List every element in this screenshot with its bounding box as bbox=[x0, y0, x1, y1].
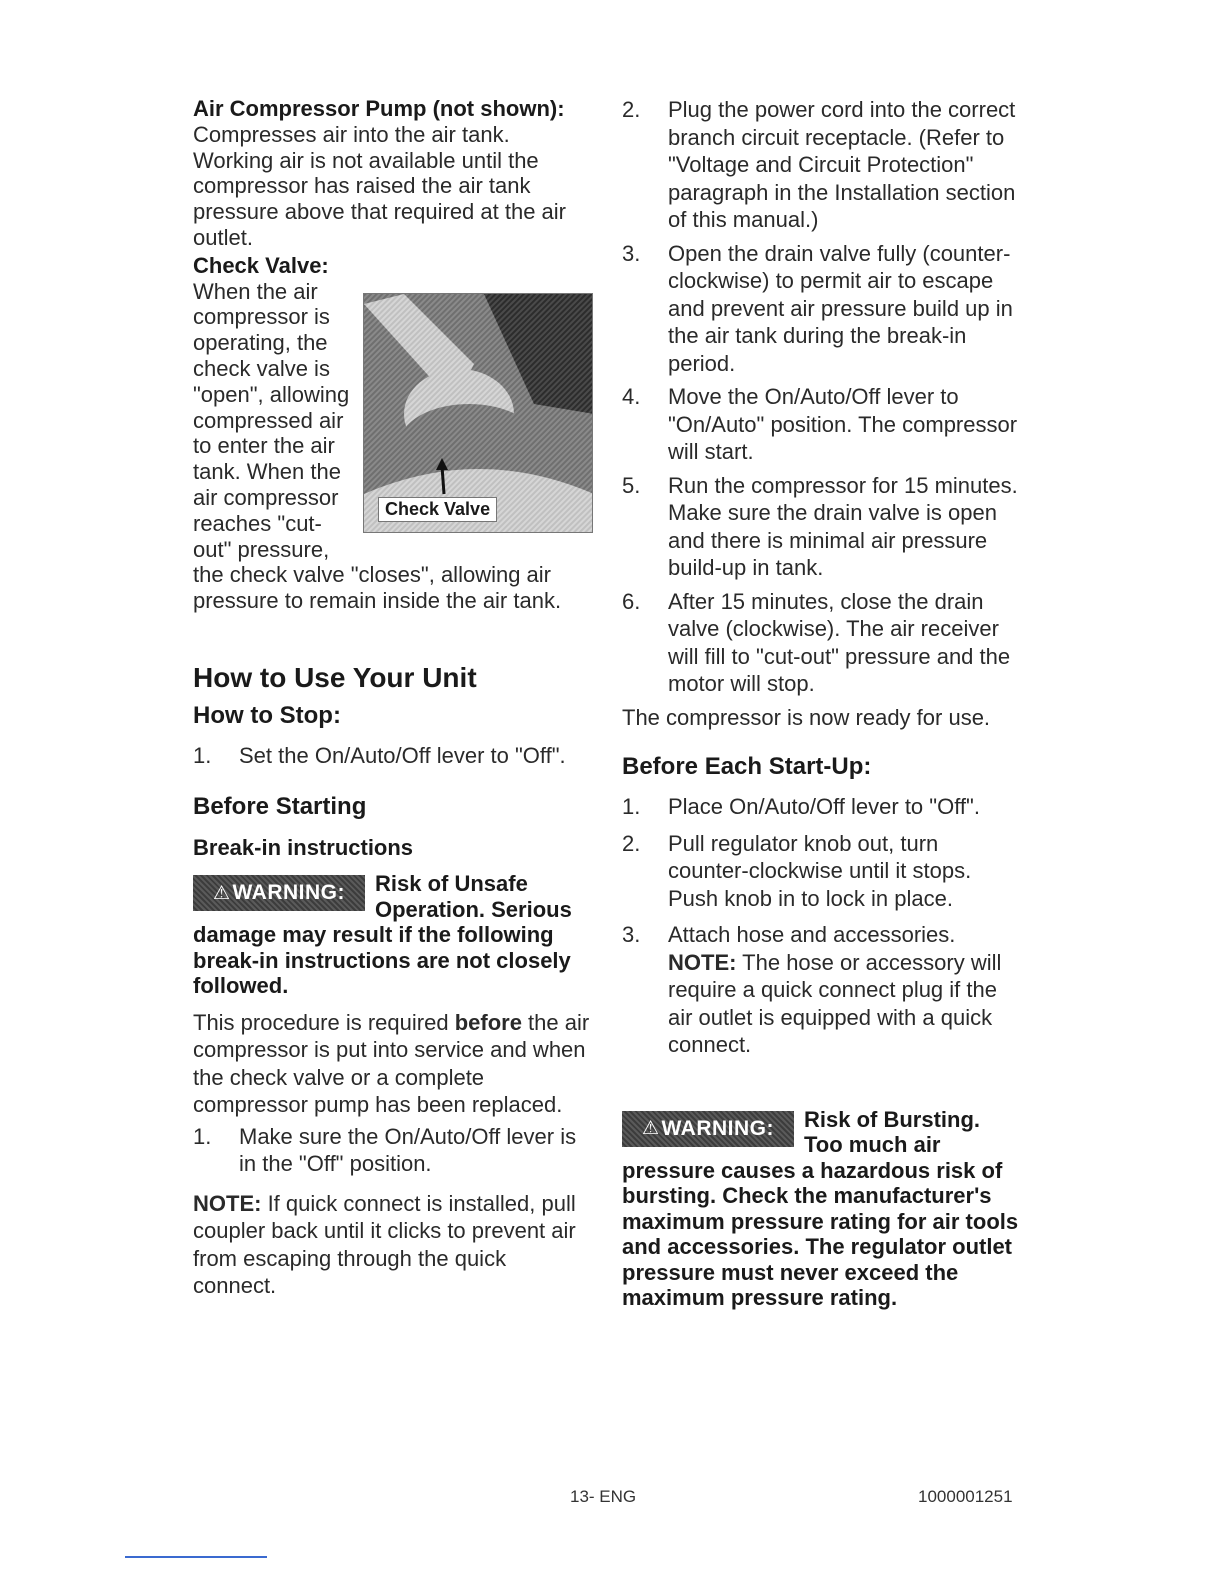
list-item bbox=[193, 742, 593, 770]
pump-description: Compresses air into the air tank. Working air is not available until the compressor has raised the air tank pressure above that required at the air outlet. bbox=[193, 121, 567, 250]
list-number: 6. bbox=[622, 588, 641, 614]
list-item bbox=[622, 240, 1022, 378]
list-item bbox=[622, 383, 1022, 466]
list-number: 1. bbox=[193, 1123, 212, 1149]
list-number: 3. bbox=[622, 922, 641, 947]
list-number: 2. bbox=[622, 97, 641, 122]
list-number: 1. bbox=[622, 794, 641, 819]
check-valve-figure bbox=[363, 293, 593, 533]
section-title: How to Use Your Unit bbox=[193, 661, 477, 693]
list-text: Open the drain valve fully (counter-clockwise) to permit air to escape and prevent air pressure build up in the air tank during the break-in period. bbox=[668, 240, 1013, 376]
list-item bbox=[193, 1123, 593, 1178]
document-number: 1000001251 bbox=[918, 1487, 1013, 1506]
list-item bbox=[622, 96, 1022, 234]
list-text: Plug the power cord into the correct branch circuit receptacle. (Refer to "Voltage and Circuit Protection" paragraph in the Installation section of this manual.) bbox=[668, 97, 1016, 232]
list-item bbox=[622, 921, 1022, 1059]
list-text: After 15 minutes, close the drain valve (clockwise). The air receiver will fill to "cut-out" pressure and the motor will stop. bbox=[668, 588, 1011, 696]
list-item bbox=[622, 588, 1022, 698]
how-to-stop-title: How to Stop: bbox=[193, 701, 341, 729]
check-valve-description: When the air compressor is operating, the check valve is "open", allowing compressed air to enter the air tank. When the air compressor reaches "cut-out" pressure, the check valve "closes", allowing air pressure to remain inside the air tank. bbox=[193, 278, 562, 614]
list-item bbox=[622, 472, 1022, 582]
break-in-title: Break-in instructions bbox=[193, 835, 414, 861]
list-number: 1. bbox=[193, 742, 212, 768]
warning-badge: ⚠ WARNING: bbox=[193, 875, 365, 911]
list-text: Attach hose and accessories. NOTE: The hose or accessory will require a quick connect plug if the air outlet is equipped with a quick connect. bbox=[668, 922, 1002, 1057]
warning-text: Risk of Bursting. Too much air pressure causes a hazardous risk of bursting. Check the manufacturer's maximum pressure rating for air tools and accessories. The regulator outlet pressure must never exceed the maximum pressure rating. bbox=[622, 1106, 1019, 1310]
bursting-warning bbox=[622, 1107, 1022, 1311]
before-starting-title: Before Starting bbox=[193, 793, 367, 821]
check-valve-block bbox=[193, 279, 593, 614]
procedure-list bbox=[193, 1123, 593, 1178]
break-in-list bbox=[622, 96, 1022, 698]
check-valve-label: Check Valve bbox=[378, 497, 497, 522]
list-text: Place On/Auto/Off lever to "Off". bbox=[668, 794, 980, 819]
bottom-rule bbox=[125, 1556, 267, 1558]
warning-badge: ⚠ WARNING: bbox=[622, 1111, 794, 1147]
list-number: 4. bbox=[622, 384, 641, 409]
list-text: Run the compressor for 15 minutes. Make sure the drain valve is open and there is minimal air pressure build-up in tank. bbox=[668, 472, 1018, 580]
page-number: 13- ENG bbox=[570, 1487, 637, 1506]
procedure-text: This procedure is required before the air compressor is put into service and when the check valve or a complete compressor pump has been replaced. bbox=[193, 1009, 590, 1118]
list-item bbox=[622, 830, 1022, 913]
break-in-note: NOTE: If quick connect is installed, pull coupler back until it clicks to prevent air from escaping through the quick connect. bbox=[193, 1190, 576, 1299]
list-text: Move the On/Auto/Off lever to "On/Auto" position. The compressor will start. bbox=[668, 384, 1018, 464]
unsafe-operation-warning bbox=[193, 871, 593, 999]
list-text: Set the On/Auto/Off lever to "Off". bbox=[239, 742, 566, 768]
ready-text: The compressor is now ready for use. bbox=[622, 704, 991, 730]
before-each-startup-title: Before Each Start-Up: bbox=[622, 753, 872, 780]
warning-triangle-icon: ⚠ bbox=[212, 882, 231, 904]
pump-title: Air Compressor Pump (not shown): bbox=[193, 96, 565, 121]
list-number: 3. bbox=[622, 240, 641, 266]
stop-list bbox=[193, 742, 593, 770]
list-number: 2. bbox=[622, 830, 641, 856]
list-number: 5. bbox=[622, 472, 641, 498]
startup-list bbox=[622, 793, 1022, 1059]
check-valve-title: Check Valve: bbox=[193, 252, 329, 278]
list-text: Make sure the On/Auto/Off lever is in the "Off" position. bbox=[239, 1123, 577, 1177]
warning-text: Risk of Unsafe Operation. Serious damage may result if the following break-in instructions are not closely followed. bbox=[193, 871, 572, 999]
left-column bbox=[193, 96, 593, 1300]
list-text: Pull regulator knob out, turn counter-clockwise until it stops. Push knob in to lock in place. bbox=[668, 830, 972, 911]
right-column bbox=[622, 96, 1022, 1311]
list-item bbox=[622, 793, 1022, 821]
warning-triangle-icon: ⚠ bbox=[641, 1118, 660, 1139]
